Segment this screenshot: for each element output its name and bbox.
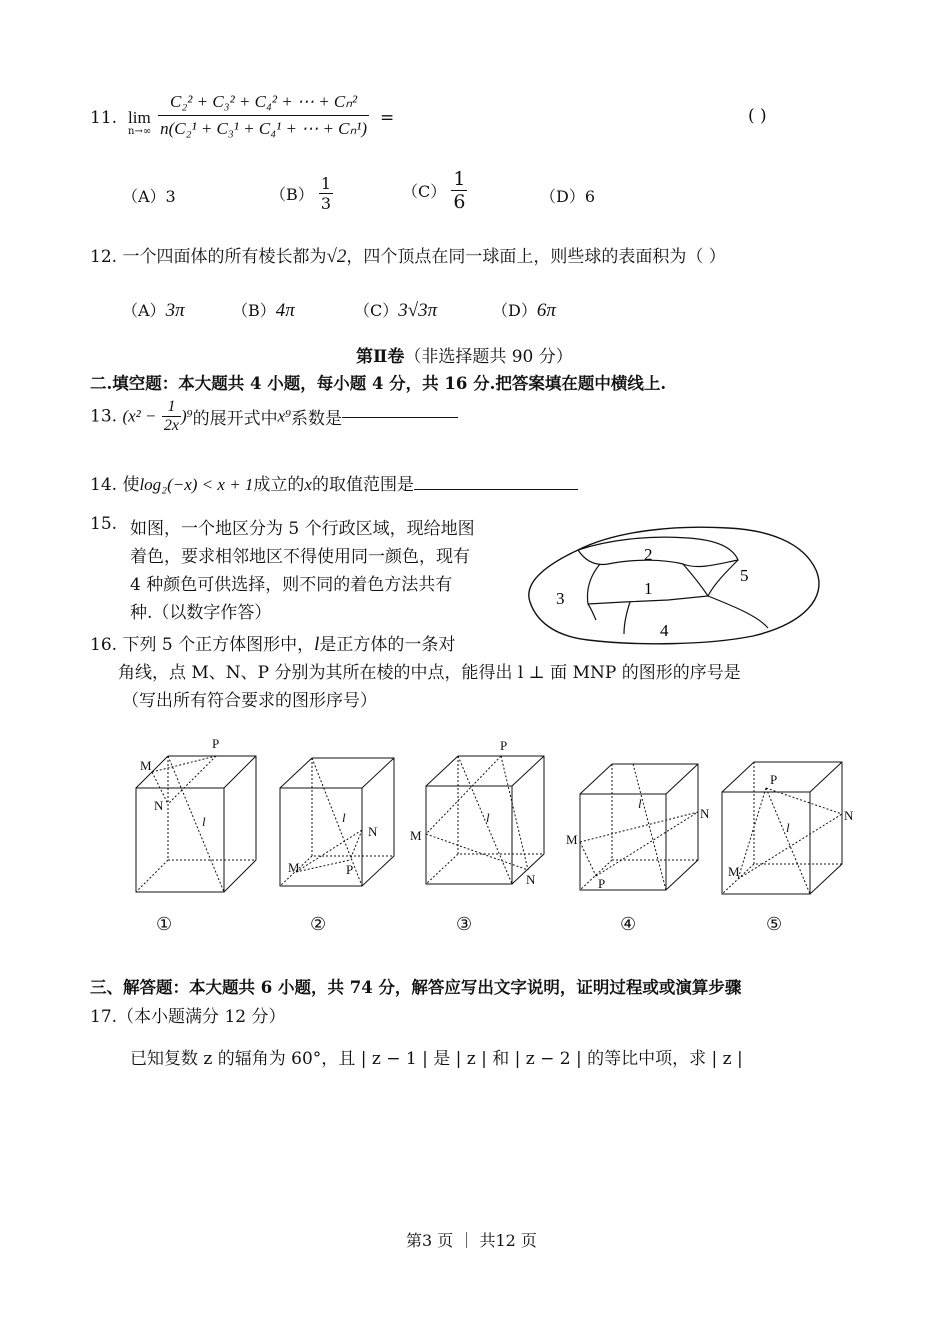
section3-heading: 三、解答题：本大题共 6 小题，共 74 分，解答应写出文字说明，证明过程或或演算步骤	[90, 978, 742, 997]
q13-frac-den: 2x	[163, 417, 179, 434]
map-region-5-border	[708, 560, 768, 628]
q15-line-3: 4 种颜色可供选择，则不同的着色方法共有	[130, 575, 453, 595]
q11-limit	[128, 108, 151, 137]
q16-number: 16.	[90, 635, 118, 655]
map-label-4: 4	[660, 621, 669, 640]
figure-label-3: ③	[456, 914, 473, 935]
q13-expr-close: )⁹	[181, 406, 193, 426]
q14-text1: 使	[122, 475, 140, 495]
cube-figure-1	[136, 736, 256, 892]
q15-line-4: 种.（以数字作答）	[130, 603, 272, 623]
q11-lim-text: lim	[128, 108, 151, 127]
q12-sqrt: √2	[326, 246, 347, 267]
q12-option-d-label: （D）	[492, 301, 537, 320]
map-label-3: 3	[556, 589, 565, 608]
q14-var: x	[304, 475, 312, 494]
q16-line1-b: 是正方体的一条对	[319, 635, 456, 655]
q11-option-c-den: 6	[453, 191, 466, 213]
q11-equals: =	[380, 108, 395, 128]
q12-number: 12.	[90, 247, 118, 267]
q17-score: （本小题满分 12 分）	[117, 1007, 286, 1027]
cube3-label-l: l	[486, 810, 490, 825]
cube3-label-p: P	[500, 738, 508, 753]
q13-line	[90, 398, 458, 435]
q16-line-1	[90, 630, 455, 656]
map-label-2: 2	[644, 545, 653, 564]
section2-heading: 二.填空题：本大题共 4 小题，每小题 4 分，共 16 分.把答案填在题中横线上.	[90, 374, 667, 393]
cube4-label-m: M	[566, 832, 578, 847]
map-label-1: 1	[644, 579, 653, 598]
q13-text2: 系数是	[291, 409, 343, 429]
q13-number: 13.	[90, 406, 118, 427]
q11-option-c-label: （C）	[402, 182, 447, 201]
cube2-label-l: l	[342, 810, 346, 825]
figure-label-2: ②	[310, 914, 327, 935]
q15-map	[518, 520, 828, 648]
q12-option-b	[232, 298, 295, 322]
q11-option-a: （A）3	[122, 187, 176, 206]
q13-frac-num: 1	[162, 398, 181, 417]
q12-option-a	[122, 298, 185, 322]
q13-text: 的展开式中	[192, 409, 278, 429]
cube2-label-p: P	[346, 862, 354, 877]
cube5-label-p: P	[770, 772, 778, 787]
q14-number: 14.	[90, 475, 118, 495]
cube4-label-n: N	[700, 806, 710, 821]
cube-figure-5	[722, 762, 854, 894]
q12-option-a-value: 3π	[165, 300, 185, 321]
cube1-label-p: P	[212, 736, 220, 751]
cube1-label-l: l	[202, 814, 206, 829]
q16-line-3: （写出所有符合要求的图形序号）	[122, 691, 377, 711]
cube5-label-l: l	[786, 820, 790, 835]
figure-label-4: ④	[620, 914, 637, 935]
q11-denominator: n(C₂¹ + C₃¹ + C₄¹ + ⋯ + Cₙ¹)	[160, 119, 368, 138]
section2-title	[356, 342, 573, 367]
q11-numerator: C₂² + C₃² + C₄² + ⋯ + Cₙ²	[158, 92, 369, 116]
section2-title-bold: 第Ⅱ卷	[356, 347, 405, 367]
q14-line	[90, 470, 578, 495]
q12-line	[90, 242, 726, 268]
q16-line1-a: 下列 5 个正方体图形中，	[122, 635, 315, 655]
q13-term: x⁹	[277, 406, 292, 426]
q11-option-b-label: （B）	[270, 185, 314, 204]
q11-option-b	[270, 174, 333, 213]
q12-text-after: ，四个顶点在同一球面上，则些球的表面积为（ ）	[346, 247, 726, 267]
q12-text-before: 一个四面体的所有棱长都为	[122, 247, 327, 267]
cube4-label-l: l	[638, 796, 642, 811]
q12-option-a-label: （A）	[122, 301, 166, 320]
q11-number: 11.	[90, 108, 118, 128]
q12-option-c-value: 3√3π	[398, 300, 438, 321]
q15-line-2: 着色，要求相邻地区不得使用同一颜色，现有	[130, 547, 470, 567]
q16-line-2: 角线，点 M、N、P 分别为其所在棱的中点，能得出 l ⊥ 面 MNP 的图形的序号是	[118, 663, 741, 683]
cube-figure-2	[280, 758, 394, 886]
q15-number: 15.	[90, 514, 118, 534]
figure-label-5: ⑤	[766, 914, 783, 935]
q17-header	[90, 1002, 286, 1027]
q17-text: 已知复数 z 的辐角为 60°，且 | z − 1 | 是 | z | 和 | z − 2 | 的等比中项，求 | z |	[130, 1049, 743, 1069]
q15-line-1: 如图，一个地区分为 5 个行政区域，现给地图	[130, 519, 475, 539]
cube1-label-m: M	[140, 758, 152, 773]
q11-lim-sub: n→∞	[128, 126, 152, 137]
q17-number: 17.	[90, 1007, 118, 1027]
q11-option-d: （D）6	[540, 187, 596, 206]
cube5-label-n: N	[844, 808, 854, 823]
cube2-label-n: N	[368, 824, 378, 839]
cube1-label-n: N	[154, 798, 164, 813]
q11-option-b-num: 1	[320, 174, 332, 193]
figure-label-1: ①	[156, 914, 173, 935]
q11-option-b-den: 3	[320, 194, 332, 213]
q13-expr-open: (x² −	[122, 406, 157, 426]
q14-answer-blank[interactable]	[414, 488, 578, 490]
map-region-2-border	[578, 537, 738, 566]
cube5-label-m: M	[728, 864, 740, 879]
q12-option-b-value: 4π	[275, 300, 295, 321]
cube4-label-p: P	[598, 876, 606, 891]
q11-fraction	[158, 92, 369, 139]
q14-text3: 的取值范围是	[311, 475, 414, 495]
q12-option-b-label: （B）	[232, 301, 276, 320]
q14-text2: 成立的	[253, 475, 305, 495]
q12-option-c-label: （C）	[354, 301, 399, 320]
q13-answer-blank[interactable]	[342, 416, 458, 418]
q16-line1-l: l	[314, 634, 320, 655]
q12-option-d	[492, 298, 556, 322]
q16-cube-figures	[120, 730, 860, 910]
cube-figure-3	[410, 738, 544, 887]
cube2-label-m: M	[288, 860, 300, 875]
cube-figure-4	[566, 764, 710, 891]
map-outline	[529, 527, 819, 644]
cube3-label-m: M	[410, 828, 422, 843]
cube3-label-n: N	[526, 872, 536, 887]
section2-title-rest: （非选择题共 90 分）	[404, 347, 573, 367]
page-footer: 第3 页 ｜ 共12 页	[406, 1231, 537, 1250]
map-label-5: 5	[740, 566, 749, 585]
q11-option-c-num: 1	[453, 168, 466, 190]
q14-expr: log₂(−x) < x + 1	[139, 475, 254, 494]
q11-answer-paren: ( )	[748, 106, 767, 126]
q12-option-c	[354, 298, 437, 322]
map-region-4-border	[588, 602, 630, 634]
q11-option-c	[402, 168, 467, 213]
q12-option-d-value: 6π	[536, 300, 556, 321]
